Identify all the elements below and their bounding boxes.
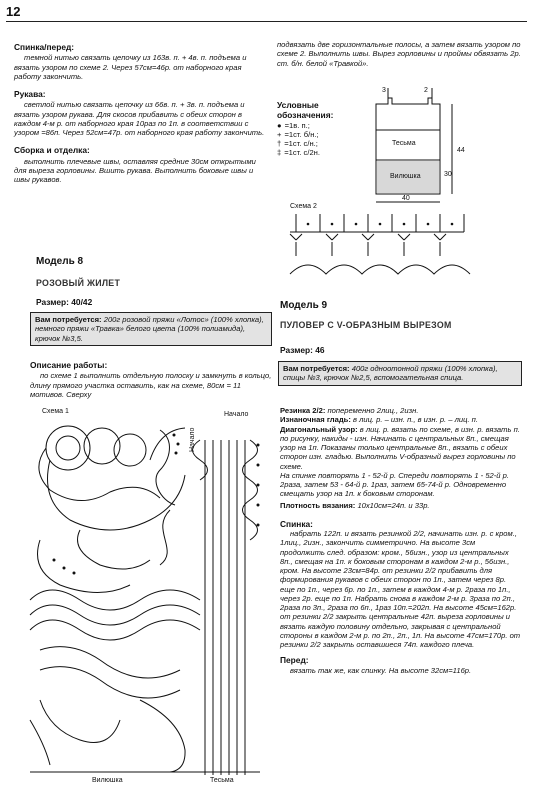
materials8-text: 200г розовой пряжи «Лотос» (100% хлопка), немного пряжи «Травка» белого цвета (100% полиамида), крючок №3,5.: [35, 315, 264, 343]
dc-symbol: †: [277, 139, 282, 148]
rukava-heading: Рукава:: [14, 89, 46, 99]
rukava-text: светлой нитью связать цепочку из 66в. п. + 3в. п. подъема и вязать узором рукава. Для скосов прибавить с обеих сторон в каждом 4-м р. от наборного края 10раз по 1п. в соответствии с узором =86п. Через 52см=47р. от наборного края работу закончить.: [14, 100, 265, 137]
model9-instructions: [280, 406, 522, 675]
spinka9-heading: Спинка:: [280, 518, 313, 529]
iznanka-label: Изнаночная гладь:: [280, 415, 351, 425]
schema1-motifs: [30, 426, 260, 775]
pered-text: вязать так же, как спинку. На высоте 32см=116р.: [290, 665, 472, 675]
model9-materials-box: [278, 361, 522, 386]
model9-heading: Модель 9: [280, 300, 328, 311]
dim-top-left: 3: [382, 87, 386, 94]
nachalo-top-label: Начало: [224, 411, 249, 418]
left-top-text: [14, 42, 270, 184]
rezinka-text: попеременно 2лиц., 2изн.: [327, 406, 419, 415]
legend-text: =1в. п.;: [284, 120, 310, 130]
description-heading: Описание работы:: [30, 360, 108, 370]
iznanka-paragraph: [280, 415, 522, 424]
model8-materials-box: [30, 312, 272, 346]
nachalo-vertical-label: Начало: [189, 427, 196, 452]
dim-top-right: 2: [424, 87, 428, 94]
page-number: 12: [6, 4, 21, 19]
tesma-label: Тесьма: [392, 140, 416, 147]
header-rule: [6, 21, 527, 22]
pered-heading: Перед:: [280, 655, 309, 666]
model9-title: ПУЛОВЕР С V-ОБРАЗНЫМ ВЫРЕЗОМ: [280, 320, 452, 330]
spinka-text: темной нитью связать цепочку из 163в. п. + 4в. п. подъема и вязать узором по схеме 2. Через 57см=46р. от наборного края работу закончить.: [14, 53, 247, 81]
diagonal-paragraph: [280, 425, 522, 471]
model8-title: РОЗОВЫЙ ЖИЛЕТ: [36, 278, 121, 288]
vilyushka-bottom-label: Вилюшка: [92, 777, 123, 784]
legend-item-dc: [277, 139, 361, 148]
spinka-heading: Спинка/перед:: [14, 42, 75, 52]
model8-heading: Модель 8: [36, 256, 84, 267]
legend-text: =1ст. с/2н.: [284, 148, 320, 158]
legend-text: =1ст. с/н.;: [284, 139, 318, 148]
repeat-paragraph: На спинке повторять 1 - 52-й р. Спереди повторять 1 - 52-й р. 2раза, затем 53 - 64-й р. 1раз, затем 65-74-й р. Одновременно смещать узор на 1п. к боковым сторонам.: [280, 470, 509, 499]
rezinka-paragraph: [280, 406, 522, 415]
density-label: Плотность вязания:: [280, 500, 356, 510]
legend-item-chain: [277, 121, 361, 130]
schema2-label: Схема 2: [290, 203, 317, 210]
dim-30: 30: [444, 171, 452, 178]
chain-symbol: ●: [277, 120, 282, 130]
materials9-label: Вам потребуется:: [283, 364, 350, 373]
schema2-diagram: [282, 200, 472, 288]
dim-40: 40: [402, 195, 410, 202]
legend: [277, 100, 361, 158]
legend-item-tr: [277, 148, 361, 157]
tesma-bottom-label: Тесьма: [210, 777, 234, 784]
legend-item-sc: [277, 130, 361, 139]
diagonal-label: Диагональный узор:: [280, 424, 358, 434]
legend-title: Условные обозначения:: [277, 100, 334, 121]
model8-description: [30, 360, 274, 399]
description-text: по схеме 1 выполнить отдельную полоску и замкнуть в кольцо, длину прямого участка оставить, как на схеме, 80см = 11 мотивов. Сверху: [30, 371, 272, 399]
schema1-diagram: [10, 400, 275, 785]
vilyushka-label: Вилюшка: [390, 173, 421, 180]
vest-dimension-diagram: [360, 82, 470, 210]
legend-text: =1ст. б/н.;: [284, 129, 319, 139]
dim-44: 44: [457, 147, 465, 154]
sborka-text: выполнить плечевые швы, оставляя средние 30см открытыми для выреза горловины. Вшить рукава. Выполнить боковые швы и швы рукавов.: [14, 156, 256, 184]
density-text: 10х10см=24п. и 33р.: [357, 500, 430, 510]
sc-symbol: +: [277, 129, 282, 139]
schema1-label: Схема 1: [42, 408, 69, 415]
sborka-heading: Сборка и отделка:: [14, 145, 90, 156]
model9-size: Размер: 46: [280, 345, 325, 355]
iznanka-text: в лиц. р. – изн. п., в изн. р. – лиц. п.: [353, 415, 478, 425]
model8-size: Размер: 40/42: [36, 297, 93, 307]
diagonal-text: в лиц. р. вязать по схеме, в изн. р. вязать п. по рисунку, накиды - изн. Начинать с центральных 8п., смещая узор на 1п. Показаны только центральные 8п., вязать с обеих сторон изн. гладью. Выполнить V-образный вырез горловины по схеме.: [280, 424, 520, 471]
right-top-text: подвязать две горизонтальные полосы, а затем вязать узором по схеме 2. Выполнить швы. Вырез горловины и проймы обвязать 2р. ст. б/н. белой «Травкой».: [277, 40, 521, 68]
materials9-text: 400г одноотонной пряжи (100% хлопка), спицы №3, крючок №2,5, вспомогательная спица.: [283, 364, 498, 383]
density-paragraph: [280, 501, 522, 510]
rezinka-label: Резинка 2/2:: [280, 406, 326, 415]
materials8-label: Вам потребуется:: [35, 315, 102, 324]
tr-symbol: ‡: [277, 148, 282, 158]
spinka9-text: набрать 122п. и вязать резинкой 2/2, начинать изн. р. с кром., 1лиц., 2изн., закончить симметрично. На высоте 3см продолжить след. образом: кром., 56изн., узор из центральных 8п., смещая на 1п. к боковым сторонам в каждом 2-м р., 56изн., кром. На высоте 23см=84р. от резинки 2/2 прибавить для формирования рукавов с обеих сторон по 1п., затем через 8р. еще по 1п., через 6р. по 1п., затем в каждом 4-м р. 2раза по 1п., через 2р. еще по 1п. Набрать снова в каждом 2-м р. 3раза по 2п., 2раза по 3п., 2раза по 6п., 1раз 10п.=202п. На высоте 45см=162р. от резинки 2/2 закрыть центральные 42п. выреза горловины и вязать каждую половину отдельно, закрывая с центральной стороны в каждом 2-м р. по 2п., 2п., 1п. На высоте 47см=170р. от резинки 2/2 закрыть оставшиеся 74п. каждого плеча.: [280, 529, 521, 649]
